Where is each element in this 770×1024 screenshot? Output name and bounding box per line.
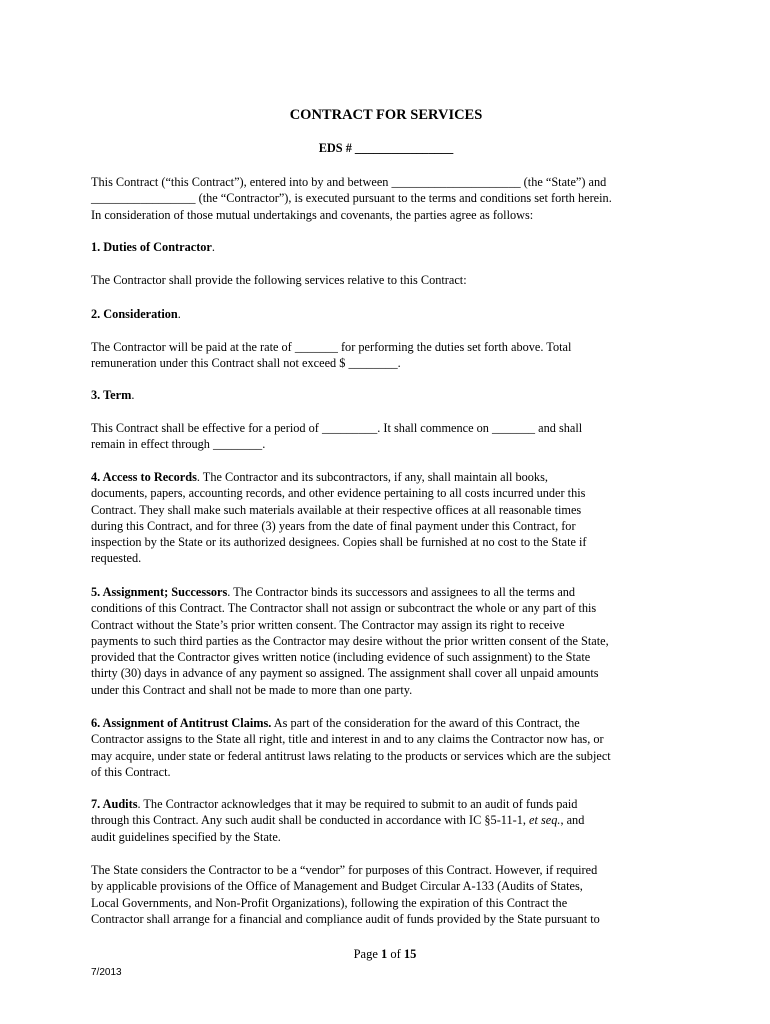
paragraph-line: by applicable provisions of the Office of Management and Budget Circular A-133 (Audits of States, xyxy=(91,879,583,894)
paragraph-line: provided that the Contractor gives written notice (including evidence of such assignment) to the State xyxy=(91,650,591,665)
paragraph-line: Local Governments, and Non-Profit Organizations), following the expiration of this Contract the xyxy=(91,895,568,910)
paragraph-text: As part of the consideration for the award of this Contract, the xyxy=(271,716,580,730)
paragraph-line: Contract. They shall make such materials available at their respective offices at all reasonable times xyxy=(91,502,582,517)
paragraph-line: documents, papers, accounting records, and other evidence pertaining to all costs incurred under this xyxy=(91,486,586,501)
revision-date: 7/2013 xyxy=(91,967,122,978)
page-label: Page xyxy=(353,947,381,961)
paragraph-text: , and xyxy=(560,813,585,828)
section-6-paragraph xyxy=(91,715,681,780)
section-title: Duties of Contractor xyxy=(103,240,212,254)
paragraph-line: remuneration under this Contract shall not exceed $ ________. xyxy=(91,356,401,371)
paragraph-text: . The Contractor and its subcontractors, if any, shall maintain all books, xyxy=(196,470,548,484)
heading-period: . xyxy=(211,240,215,254)
section-number: 2. xyxy=(91,307,104,321)
section-4-paragraph xyxy=(91,469,681,567)
paragraph-text: through this Contract. Any such audit shall be conducted in accordance with IC §5-11-1, xyxy=(91,813,530,828)
paragraph-line: thirty (30) days in advance of any payment so assigned. The assignment shall cover all unpaid amounts xyxy=(91,666,599,681)
page-number-footer xyxy=(0,946,770,962)
intro-line: This Contract (“this Contract”), entered into by and between _____________________ (the “State”) and xyxy=(91,175,607,189)
paragraph-line: conditions of this Contract. The Contractor shall not assign or subcontract the whole or any part of this xyxy=(91,601,597,616)
section-2-heading xyxy=(91,306,681,322)
eds-number-line: EDS # ________________ xyxy=(318,141,454,155)
paragraph-line: during this Contract, and for three (3) years from the date of final payment under this Contract, for xyxy=(91,518,576,533)
intro-line: _________________ (the “Contractor”), is executed pursuant to the terms and conditions set forth herein. xyxy=(91,191,612,206)
paragraph-line: payments to such third parties as the Contractor may desire without the prior written consent of the State, xyxy=(91,633,609,648)
section-7-heading: 7. Audits xyxy=(91,797,138,811)
paragraph-line: Contract without the State’s prior written consent. The Contractor may assign its right to receive xyxy=(91,617,565,632)
section-number: 3. xyxy=(91,388,104,402)
paragraph-text: . The Contractor binds its successors and assignees to all the terms and xyxy=(227,585,576,599)
section-title: Consideration xyxy=(103,307,178,321)
heading-period: . xyxy=(131,388,135,402)
paragraph-line xyxy=(91,796,681,812)
section-2-body xyxy=(91,339,681,372)
section-5-heading: 5. Assignment; Successors xyxy=(91,585,228,599)
paragraph-line xyxy=(91,584,681,600)
paragraph-line: The Contractor will be paid at the rate of _______ for performing the duties set forth above. Total xyxy=(91,340,572,354)
section-7-paragraph xyxy=(91,796,681,845)
section-3-heading xyxy=(91,387,681,403)
section-3-body xyxy=(91,420,681,453)
section-1-body: The Contractor shall provide the following services relative to this Contract: xyxy=(91,273,467,287)
paragraph-line: remain in effect through ________. xyxy=(91,437,266,452)
section-5-paragraph xyxy=(91,584,681,698)
paragraph-line: The State considers the Contractor to be a “vendor” for purposes of this Contract. However, if required xyxy=(91,863,598,877)
intro-line: In consideration of those mutual undertakings and covenants, the parties agree as follows: xyxy=(91,207,534,222)
paragraph-line: This Contract shall be effective for a period of _________. It shall commence on _______ and shall xyxy=(91,421,583,435)
intro-paragraph xyxy=(91,174,681,223)
paragraph-line xyxy=(91,715,681,731)
current-page: 1 xyxy=(381,947,388,961)
vendor-paragraph xyxy=(91,862,681,927)
paragraph-line xyxy=(91,469,681,485)
page-of-label: of xyxy=(387,947,404,961)
paragraph-line: may acquire, under state or federal antitrust laws relating to the products or services which are the subject xyxy=(91,748,611,763)
paragraph-line: requested. xyxy=(91,551,142,566)
latin-term: et seq. xyxy=(529,813,561,828)
paragraph-line: Contractor shall arrange for a financial and compliance audit of funds provided by the State pursuant to xyxy=(91,911,600,926)
paragraph-line: under this Contract and shall not be made to more than one party. xyxy=(91,682,413,697)
paragraph-line: inspection by the State or its authorized designees. Copies shall be furnished at no cost to the State if xyxy=(91,535,587,550)
paragraph-line xyxy=(91,812,681,828)
paragraph-line: Contractor assigns to the State all right, title and interest in and to any claims the Contractor now has, or xyxy=(91,732,604,747)
section-1-heading xyxy=(91,239,681,255)
paragraph-text: . The Contractor acknowledges that it may be required to submit to an audit of funds paid xyxy=(137,797,578,811)
section-title: Term xyxy=(103,388,132,402)
section-4-heading: 4. Access to Records xyxy=(91,470,197,484)
paragraph-line: audit guidelines specified by the State. xyxy=(91,829,281,844)
section-number: 1. xyxy=(91,240,104,254)
total-pages: 15 xyxy=(403,947,417,961)
document-title: CONTRACT FOR SERVICES xyxy=(289,107,483,123)
heading-period: . xyxy=(177,307,181,321)
section-6-heading: 6. Assignment of Antitrust Claims. xyxy=(91,716,272,730)
paragraph-line: of this Contract. xyxy=(91,764,171,779)
